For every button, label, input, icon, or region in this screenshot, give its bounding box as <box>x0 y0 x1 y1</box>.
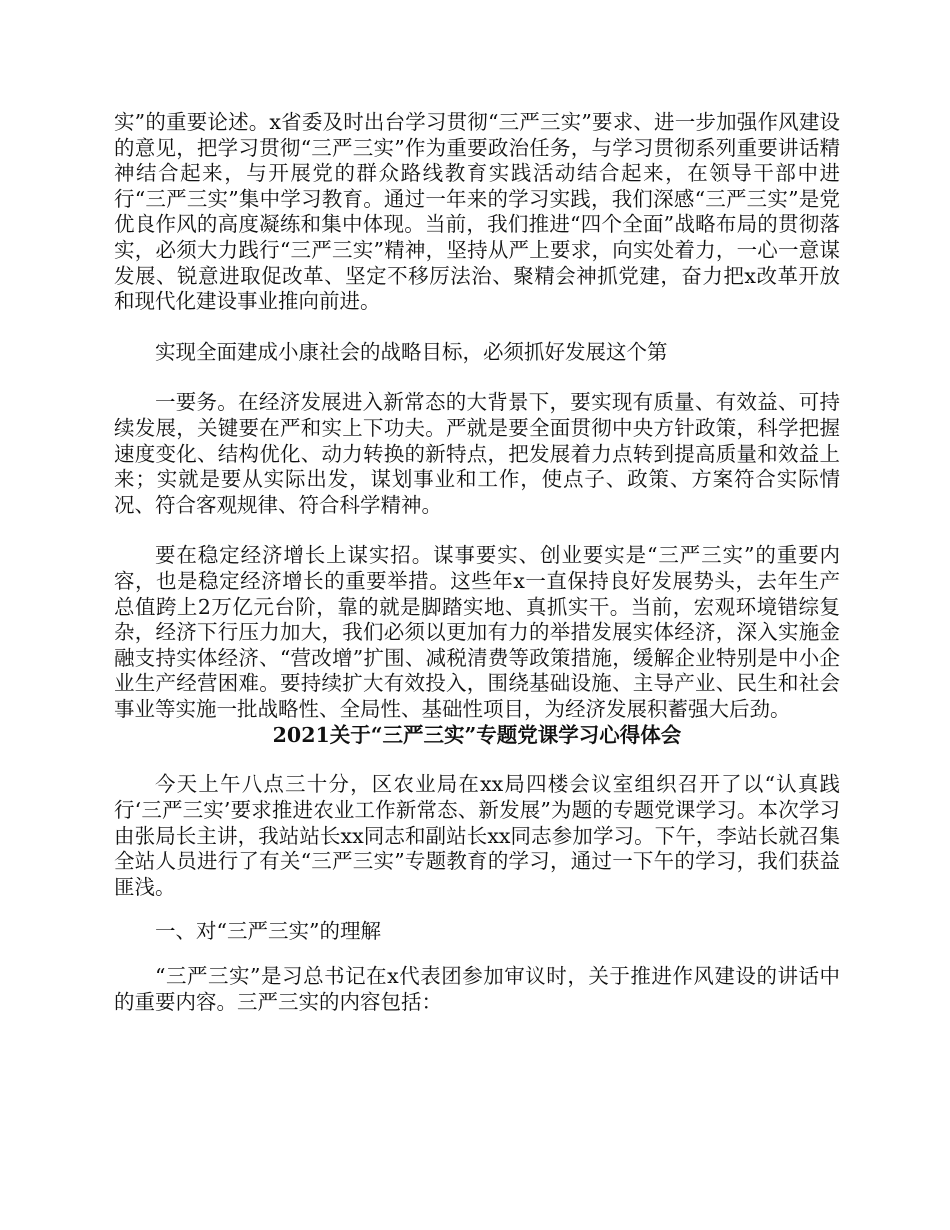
paragraph-continuation: 实”的重要论述。x省委及时出台学习贯彻“三严三实”要求、进一步加强作风建设的意见，把学习贯彻“三严三实”作为重要政治任务，与学习贯彻系列重要讲话精神结合起来，与开展党的群众路线教育实践活动结合起来，在领导干部中进行“三严三实”集中学习教育。通过一年来的学习实践，我们深感“三严三实”是党优良作风的高度凝练和集中体现。当前，我们推进“四个全面”战略布局的贯彻落实，必须大力践行“三严三实”精神，坚持从严上要求，向实处着力，一心一意谋发展、锐意进取促改革、坚定不移厉法治、聚精会神抓党建，奋力把x改革开放和现代化建设事业推向前进。 <box>114 110 840 314</box>
section-title: 2021关于“三严三实”专题党课学习心得体会 <box>272 723 682 748</box>
subheading-understanding: 一、对“三严三实”的理解 <box>155 919 381 944</box>
paragraph-definition: “三严三实”是习总书记在x代表团参加审议时，关于推进作风建设的讲话中的重要内容。三严三实的内容包括： <box>114 964 840 1014</box>
paragraph-development-goal: 实现全面建成小康社会的战略目标，必须抓好发展这个第 <box>155 339 668 364</box>
document-page <box>114 110 840 1015</box>
paragraph-economic-growth: 要在稳定经济增长上谋实招。谋事要实、创业要实是“三严三实”的重要内容，也是稳定经济增长的重要举措。这些年x一直保持良好发展势头，去年生产总值跨上2万亿元台阶，靠的就是脚踏实地、真抓实干。当前，宏观环境错综复杂，经济下行压力加大，我们必须以更加有力的举措发展实体经济，深入实施金融支持实体经济、“营改增”扩围、减税清费等政策措施，缓解企业特别是中小企业生产经营困难。要持续扩大有效投入，围绕基础设施、主导产业、民生和社会事业等实施一批战略性、全局性、基础性项目，为经济发展积蓄强大后劲。 <box>114 543 840 721</box>
paragraph-primary-task: 一要务。在经济发展进入新常态的大背景下，要实现有质量、有效益、可持续发展，关键要在严和实上下功夫。严就是要全面贯彻中央方针政策，科学把握速度变化、结构优化、动力转换的新特点，把发展着力点转到提高质量和效益上来；实就是要从实际出发，谋划事业和工作，使点子、政策、方案符合实际情况、符合客观规律、符合科学精神。 <box>114 390 840 517</box>
paragraph-meeting-report: 今天上午八点三十分，区农业局在xx局四楼会议室组织召开了以“认真践行‘三严三实’要求推进农业工作新常态、新发展”为题的专题党课学习。本次学习由张局长主讲，我站站长xx同志和副站长xx同志参加学习。下午，李站长就召集全站人员进行了有关“三严三实”专题教育的学习，通过一下午的学习，我们获益匪浅。 <box>114 772 840 899</box>
